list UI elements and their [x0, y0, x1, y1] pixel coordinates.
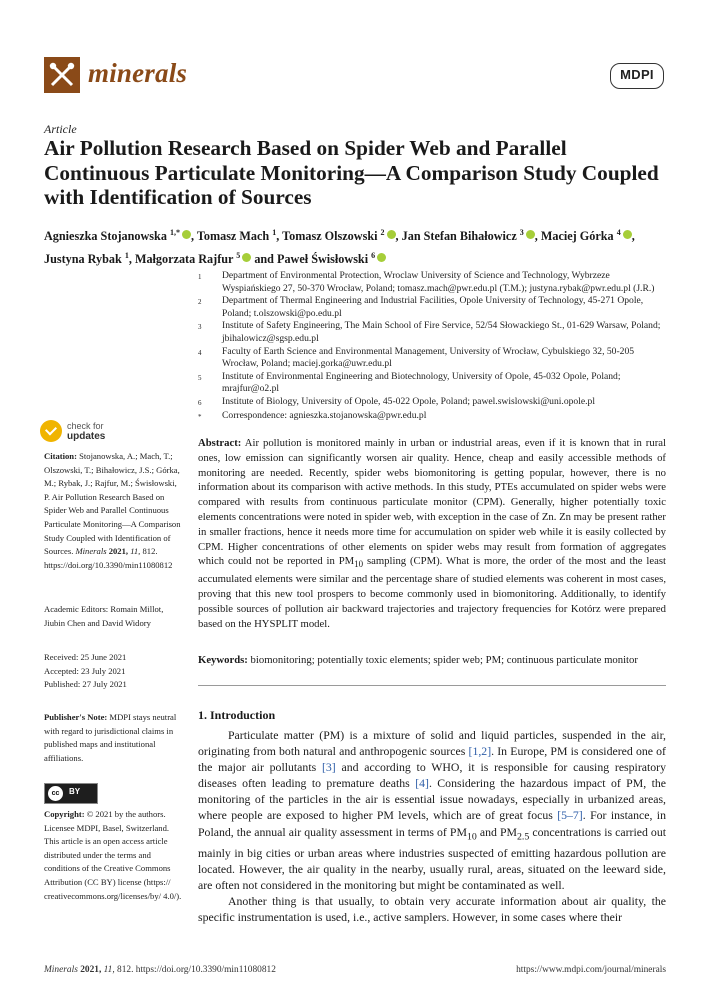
article-type: Article: [44, 122, 77, 136]
author-affiliation: 1: [272, 228, 277, 237]
abstract: [198, 436, 666, 632]
affiliation-number: 4: [198, 348, 202, 357]
citation-volume: 11,: [130, 546, 141, 557]
affiliation-text: Institute of Safety Engineering, The Main School of Fire Service, 52/54 Słowackiego St., 01-629 Warsaw, Poland; jbihalowicz@sgsp.edu.pl: [222, 320, 661, 344]
author-affiliation: 5: [236, 251, 241, 261]
author-affiliation: 4: [616, 228, 621, 237]
affiliation-number: 3: [198, 323, 202, 332]
author-affiliation: 6: [371, 251, 376, 261]
affiliations: [198, 270, 668, 423]
correspondence-text: Correspondence: agnieszka.stojanowska@pwr.edu.pl: [222, 409, 427, 421]
footer-doi-link[interactable]: 812. https://doi.org/10.3390/min11080812: [117, 965, 276, 975]
text-run: and PM: [476, 824, 517, 839]
author-name: Tomasz Olszowski: [282, 229, 378, 244]
text-run: . Considering the hazardous impact of PM, the monitoring of the particles in the air is essential issue nowadays, especially in urbanized areas, where people are exposed to higher PM levels, which are of great focus: [198, 776, 666, 823]
keywords-label: Keywords:: [198, 654, 248, 666]
orcid-icon[interactable]: [182, 230, 191, 239]
journal-logo-icon: [44, 57, 80, 93]
affiliation-item: [198, 396, 668, 410]
affiliation-item: [198, 270, 668, 295]
and-word: and: [254, 252, 274, 267]
author-name: Justyna Rybak: [44, 252, 122, 267]
body-text: [198, 727, 666, 925]
section-heading: 1. Introduction: [198, 708, 276, 722]
orcid-icon[interactable]: [623, 230, 632, 239]
check-updates-line2: updates: [67, 431, 106, 442]
footer-volume: 11,: [103, 965, 115, 975]
footer-journal: Minerals: [44, 965, 78, 975]
affiliation-text: Faculty of Earth Science and Environmental Management, University of Wrocław, Cybulskiego 32, 50-205 Wrocław, Poland; maciej.gorka@uwr.edu.pl: [222, 345, 635, 370]
section-divider: [198, 685, 666, 686]
text-run: concentrations is carried out mainly in big cities or urban areas where industries suspected of emitting hazardous pollution are located. However, the air quality in the nearby, usually rural, areas, situated on the leeward side, are often not considered in the monitoring but might be contaminated as well.: [198, 824, 666, 893]
citation-label: Citation:: [44, 451, 77, 461]
footer-journal-url[interactable]: https://www.mdpi.com/journal/minerals: [516, 965, 666, 975]
affiliation-text: Institute of Biology, University of Opole, 45-022 Opole, Poland; pawel.swislowski@uni.opole.pl: [222, 395, 596, 407]
affiliation-item: [198, 320, 668, 345]
copyright-label: Copyright:: [44, 809, 85, 819]
author-name: Paweł Świsłowski: [277, 252, 369, 267]
author-list: [44, 223, 684, 269]
publisher-note: [44, 711, 184, 765]
citation-link[interactable]: [4]: [415, 776, 429, 791]
orcid-icon[interactable]: [526, 230, 535, 239]
affiliation-number: 2: [198, 298, 202, 307]
paragraph: Another thing is that usually, to obtain very accurate information about air quality, the specific instrumentation is used, i.e., active samplers. However, in some cases where their: [198, 894, 666, 925]
footer-citation: [44, 965, 276, 975]
author-name: Agnieszka Stojanowska: [44, 229, 167, 244]
author-name: Jan Stefan Bihałowicz: [401, 229, 517, 244]
author-affiliation: 3: [519, 228, 524, 237]
check-updates-text: [67, 421, 105, 442]
citation-text: Stojanowska, A.; Mach, T.; Olszowski, T.; Bihałowicz, J.S.; Górka, M.; Rybak, J.; Rajfur, M.; Świsłowski, P. Air Pollution Research Based on Spider Web and Parallel Continuous Particulate Monitoring—A Comparison Study Coupled with Identification of Sources.: [44, 451, 181, 557]
affiliation-item: [198, 346, 668, 371]
keywords: [198, 653, 688, 668]
check-updates-icon: [40, 420, 62, 442]
correspondence-item: [198, 410, 668, 424]
by-icon-text: BY: [69, 787, 81, 796]
abstract-subscript: 10: [354, 559, 364, 570]
citation-year: 2021,: [108, 546, 129, 557]
citation-link[interactable]: [3]: [321, 760, 336, 775]
author-line-2: Justyna Rybak $^1$, Małgorzata Rajfur $^5$ and Paweł Świsłowski $^6$: [44, 246, 684, 269]
text-run: . In Europe, PM is considered one of the major air pollutants: [198, 744, 666, 775]
footer-year: 2021,: [80, 965, 102, 975]
author-name: Małgorzata Rajfur: [134, 252, 234, 267]
abstract-label: Abstract:: [198, 437, 242, 449]
publisher-note-text: MDPI stays neutral with regard to jurisdictional claims in published maps and institutional affiliations.: [44, 712, 177, 763]
author-name: Tomasz Mach: [196, 229, 270, 244]
affiliation-text: Institute of Environmental Engineering and Biotechnology, University of Opole, 45-032 Opole, Poland; mrajfur@o2.pl: [222, 370, 621, 395]
orcid-icon[interactable]: [242, 253, 251, 262]
check-for-updates-button[interactable]: [40, 418, 120, 446]
citation-link[interactable]: [5–7]: [557, 808, 583, 823]
check-updates-line1: check for: [67, 421, 104, 431]
affiliation-number: 5: [198, 373, 202, 382]
affiliation-number: 1: [198, 273, 202, 281]
keywords-text: biomonitoring; potentially toxic elements; spider web; PM; continuous particulate monitor: [250, 654, 638, 666]
abstract-text-cont: sampling (CPM). What is more, the order of the most and the least accumulated elements were similar and the percentage share of studied elements was coherent in most cases, proving that this new tool prospers to become commonly used in biomonitoring. Additionally, to identify possible sources of pollution air backward trajectories and trajectory frequencies for Kotórz were prepared based on the HYSPLIT model.: [198, 555, 666, 630]
affiliation-number: *: [198, 412, 202, 421]
cc-icon-text: cc: [48, 786, 63, 801]
affiliation-text: Department of Thermal Engineering and Industrial Facilities, Opole University of Technology, 45-271 Opole, Poland; t.olszowski@po.edu.pl: [222, 295, 644, 319]
author-affiliation: 2: [380, 228, 385, 237]
subscript: 2.5: [517, 830, 530, 842]
author-affiliation: 1,*: [169, 228, 180, 237]
accepted-date: Accepted: 23 July 2021: [44, 665, 126, 676]
copyright-text: © 2021 by the authors. Licensee MDPI, Basel, Switzerland. This article is an open access article distributed under the terms and conditions of the Creative Commons Attribution (CC BY) license (https:// creativecommons.org/licenses/by/ 4.0/).: [44, 809, 182, 901]
cc-by-license-icon[interactable]: [44, 783, 98, 804]
orcid-icon[interactable]: [387, 230, 396, 239]
text-run: and according to WHO, it is responsible for causing respiratory diseases often leading to premature deaths: [198, 760, 666, 791]
received-date: Received: 25 June 2021: [44, 652, 127, 662]
publisher-logo-text: MDPI: [620, 67, 654, 82]
publication-dates: [44, 651, 184, 692]
journal-name: minerals: [88, 58, 188, 88]
publisher-logo[interactable]: [610, 63, 664, 89]
article-title: Air Pollution Research Based on Spider Web and Parallel Continuous Particulate Monitoring—A Comparison Study Coupled with Identification of Sources: [44, 136, 659, 209]
citation-link[interactable]: [1,2]: [468, 744, 492, 759]
paragraph: [198, 727, 666, 893]
abstract-text: Air pollution is monitored mainly in urban or industrial areas, even if it is known that in rural ones, low emission can significantly worsen air quality. Hence, cheap and easily accessible methods of monitoring are needed. Recently, spider webs biomonitoring is getting popular, however, there is no information about its comparison with active methods. In this study, PTEs accumulated on spider webs were compared with results from continuous particulate monitor (CPM). Generally, higher potentially toxic elements concentrations were noted in spider web, with exception in the case of Zn. Zn may be present rather in smaller fractions, hence it needs more time for accumulation on spider web while it is easily collected by CPM. Higher concentrations of other elements on spider webs may result from formation of aggregates which could not be reported in PM: [198, 437, 666, 568]
citation-block: [44, 450, 184, 572]
publisher-note-label: Publisher's Note:: [44, 712, 108, 722]
text-run: . For instance, in Poland, the annual air quality assessment in terms of PM: [198, 808, 666, 839]
subscript: 10: [466, 830, 477, 842]
affiliation-number: 6: [198, 398, 202, 407]
text-run: Particulate matter (PM) is a mixture of solid and liquid particles, suspended in the air, originating from both natural and anthropogenic sources: [198, 728, 666, 759]
affiliation-text: Department of Environmental Protection, Wroclaw University of Science and Technology, Wybrzeze Wyspiańskiego 27, 50-370 Wrocław, Poland; tomasz.mach@pwr.edu.pl (T.M.); justyna.rybak@pwr.edu.pl (J.R.): [222, 270, 655, 294]
published-date: Published: 27 July 2021: [44, 679, 127, 690]
copyright-notice: [44, 808, 186, 903]
citation-journal: Minerals: [75, 546, 107, 557]
orcid-icon[interactable]: [377, 253, 386, 262]
author-line-1: Agnieszka Stojanowska $^{1,*}$ , Tomasz Mach $^1$, Tomasz Olszowski $^2$ , Jan Stefan Bihałowicz $^3$ , Maciej Górka $^4$ ,: [44, 228, 635, 244]
academic-editors: Academic Editors: Romain Millot, Jiubin Chen and David Widory: [44, 604, 164, 628]
affiliation-item: [198, 371, 668, 396]
citation-doi-link[interactable]: 812. https://doi.org/10.3390/min11080812: [44, 546, 173, 570]
affiliation-item: [198, 295, 668, 320]
author-affiliation: 1: [124, 251, 129, 261]
author-name: Maciej Górka: [540, 229, 614, 244]
